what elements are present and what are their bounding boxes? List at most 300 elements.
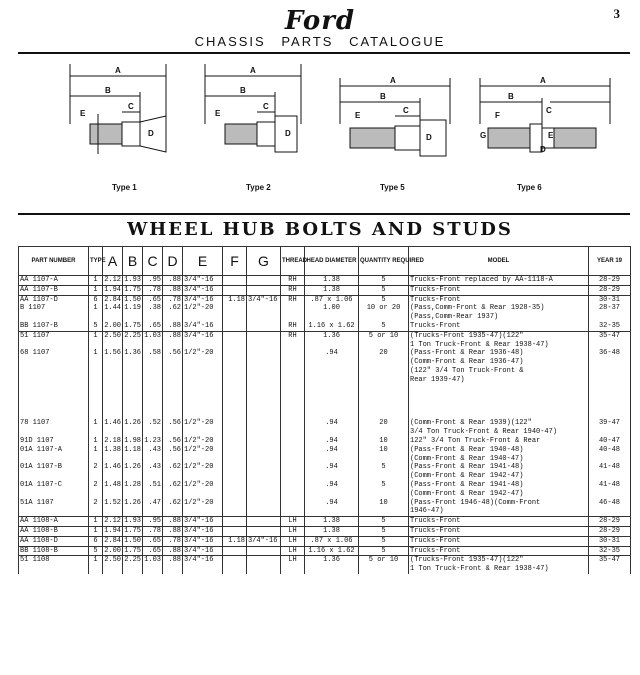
cell-b <box>123 331 143 349</box>
cell-line: AA 1108-D <box>20 536 58 545</box>
cell-line: .62 <box>168 463 181 472</box>
cell-b <box>123 526 143 536</box>
cell-a <box>103 331 123 349</box>
cell-line: 1.28 <box>124 480 141 489</box>
cell-qty <box>359 285 409 295</box>
cell-f <box>223 446 247 464</box>
cell-d <box>163 526 183 536</box>
cell-line: 3/4"-16 <box>184 295 214 304</box>
cell-line: 1.26 <box>124 419 141 428</box>
section-title: WHEEL HUB BOLTS AND STUDS <box>127 219 513 240</box>
cell-d <box>163 331 183 349</box>
cell-line: 1 <box>93 419 98 428</box>
cell-line: .62 <box>168 498 181 507</box>
cell-part <box>19 446 89 464</box>
cell-e <box>183 349 223 419</box>
cell-line: .78 <box>168 536 181 545</box>
col-d: D <box>163 247 183 276</box>
cell-line: (Pass-Front & Rear 1941-48) <box>410 480 524 489</box>
cell-c <box>143 419 163 437</box>
cell-e <box>183 517 223 527</box>
cell-line: .78 <box>148 285 161 294</box>
cell-model <box>409 331 589 349</box>
cell-thread <box>281 499 305 517</box>
cell-d <box>163 322 183 331</box>
cell-part <box>19 437 89 446</box>
cell-thread <box>281 285 305 295</box>
cell-line: 28-29 <box>598 276 620 284</box>
cell-part <box>19 556 89 574</box>
cell-f <box>223 556 247 574</box>
cell-line: 1.46 <box>104 419 121 428</box>
dimension-label-b: B <box>240 86 246 95</box>
dimension-label-a: A <box>115 66 121 75</box>
cell-a <box>103 499 123 517</box>
dimension-label-e: E <box>215 109 221 118</box>
cell-part <box>19 331 89 349</box>
cell-line: 1 <box>93 517 98 526</box>
cell-e <box>183 322 223 331</box>
cell-b <box>123 419 143 437</box>
cell-line: AA 1108-A <box>20 517 58 526</box>
cell-line: 1 <box>93 331 98 340</box>
cell-c <box>143 546 163 556</box>
cell-f <box>223 419 247 437</box>
cell-line: 1.98 <box>124 436 141 445</box>
cell-line: .65 <box>148 321 161 330</box>
cell-model <box>409 437 589 446</box>
type-6-label: Type 6 <box>517 183 542 192</box>
cell-line: 1 <box>93 526 98 535</box>
cell-e <box>183 419 223 437</box>
cell-line: .88 <box>168 276 181 284</box>
cell-a <box>103 419 123 437</box>
cell-line: 41-48 <box>598 480 620 489</box>
cell-line: .88 <box>168 285 181 294</box>
cell-line: 28-29 <box>598 285 620 294</box>
cell-a <box>103 536 123 546</box>
dimension-label-a: A <box>540 76 546 85</box>
cell-line: LH <box>288 536 297 545</box>
cell-line: AA 1107-A <box>20 276 58 284</box>
cell-line: 3/4"-16 <box>184 546 214 555</box>
bolt-diagrams <box>20 54 630 204</box>
cell-d <box>163 481 183 499</box>
col-part-number: PART NUMBER <box>19 247 89 276</box>
table-row <box>19 517 631 527</box>
cell-qty <box>359 295 409 322</box>
cell-line: 32-35 <box>598 546 620 555</box>
cell-line: 2.00 <box>104 321 121 330</box>
cell-line: 3/4"-16 <box>184 276 214 284</box>
cell-model <box>409 446 589 464</box>
cell-line: 1.16 x 1.62 <box>308 546 355 555</box>
cell-model <box>409 536 589 546</box>
cell-d <box>163 419 183 437</box>
cell-line: .94 <box>325 498 338 507</box>
cell-line: .56 <box>168 436 181 445</box>
cell-year <box>589 349 631 419</box>
cell-line: 5 <box>381 321 386 330</box>
cell-thread <box>281 349 305 419</box>
cell-line: 2.84 <box>104 295 121 304</box>
cell-line: 1.18 <box>228 536 245 545</box>
cell-line: 91D 1107 <box>20 436 54 445</box>
cell-g <box>247 446 281 464</box>
cell-line: .62 <box>168 480 181 489</box>
table-row <box>19 499 631 517</box>
cell-a <box>103 526 123 536</box>
cell-g <box>247 536 281 546</box>
cell-line: 10 <box>379 436 388 445</box>
cell-model <box>409 499 589 517</box>
cell-a <box>103 322 123 331</box>
cell-line: 1.26 <box>124 498 141 507</box>
cell-b <box>123 517 143 527</box>
cell-line: 51 1108 <box>20 556 50 565</box>
cell-line: (Trucks-Front 1935-47)(122" <box>410 556 524 565</box>
cell-line: 3/4 Ton Truck-Front & Rear 1940-47) <box>410 428 558 437</box>
cell-e <box>183 446 223 464</box>
cell-line: 3/4"-16 <box>184 321 214 330</box>
cell-line: Trucks-Front <box>410 526 461 535</box>
col-a: A <box>103 247 123 276</box>
cell-c <box>143 499 163 517</box>
cell-head <box>305 446 359 464</box>
cell-qty <box>359 276 409 286</box>
cell-line: (Comm-Front & Rear 1936-47) <box>410 358 524 367</box>
cell-line: 1/2"-20 <box>184 436 214 445</box>
cell-c <box>143 481 163 499</box>
cell-f <box>223 481 247 499</box>
cell-line: (Pass-Front 1946-48)(Comm-Front <box>410 498 541 507</box>
cell-year <box>589 463 631 481</box>
cell-year <box>589 285 631 295</box>
cell-d <box>163 349 183 419</box>
col-model: MODEL <box>409 247 589 276</box>
cell-line: (Comm-Front & Rear 1939)(122" <box>410 419 532 428</box>
cell-year <box>589 517 631 527</box>
col-e: E <box>183 247 223 276</box>
cell-line: 1 Ton Truck-Front & Rear 1938-47) <box>410 565 549 574</box>
cell-g <box>247 295 281 322</box>
table-row <box>19 546 631 556</box>
cell-line: 5 <box>381 463 386 472</box>
cell-model <box>409 517 589 527</box>
cell-line: 10 or 20 <box>366 304 401 313</box>
dimension-label-e: E <box>355 111 361 120</box>
cell-line: 1 <box>93 349 98 358</box>
cell-b <box>123 295 143 322</box>
cell-line: 2.50 <box>104 331 121 340</box>
cell-type <box>89 546 103 556</box>
cell-thread <box>281 481 305 499</box>
cell-line: 2.25 <box>124 556 141 565</box>
cell-head <box>305 322 359 331</box>
cell-model <box>409 556 589 574</box>
cell-line: 3/4"-16 <box>184 556 214 565</box>
cell-b <box>123 546 143 556</box>
cell-part <box>19 285 89 295</box>
table-row <box>19 276 631 286</box>
col-b: B <box>123 247 143 276</box>
dimension-label-a: A <box>390 76 396 85</box>
cell-year <box>589 446 631 464</box>
cell-g <box>247 437 281 446</box>
cell-line: .87 x 1.06 <box>310 295 353 304</box>
cell-line: 3/4"-16 <box>248 295 278 304</box>
cell-a <box>103 546 123 556</box>
cell-part <box>19 276 89 286</box>
cell-g <box>247 419 281 437</box>
cell-type <box>89 276 103 286</box>
cell-b <box>123 349 143 419</box>
cell-type <box>89 322 103 331</box>
cell-e <box>183 437 223 446</box>
cell-line: .95 <box>148 517 161 526</box>
cell-line: .94 <box>325 419 338 428</box>
cell-line: .65 <box>148 546 161 555</box>
cell-qty <box>359 463 409 481</box>
cell-line: 1.50 <box>124 295 141 304</box>
cell-line: (Comm-Front & Rear 1942-47) <box>410 472 524 481</box>
cell-line: 2 <box>93 463 98 472</box>
cell-line: 2.12 <box>104 517 121 526</box>
cell-line: (Pass,Comm-Rear 1937) <box>410 313 499 322</box>
cell-model <box>409 349 589 419</box>
table-body <box>19 276 631 574</box>
cell-c <box>143 446 163 464</box>
cell-line: LH <box>288 526 297 535</box>
cell-d <box>163 536 183 546</box>
table-header-row <box>19 247 631 276</box>
cell-e <box>183 285 223 295</box>
cell-line: 1.38 <box>323 276 340 284</box>
cell-part <box>19 517 89 527</box>
cell-line: 1.94 <box>104 526 121 535</box>
cell-line: .65 <box>148 295 161 304</box>
cell-line: 01A 1107-B <box>20 463 63 472</box>
cell-year <box>589 546 631 556</box>
dimension-label-c: C <box>403 106 409 115</box>
cell-c <box>143 463 163 481</box>
cell-a <box>103 446 123 464</box>
cell-c <box>143 285 163 295</box>
cell-e <box>183 556 223 574</box>
cell-line: (Pass,Comm-Front & Rear 1928-35) <box>410 304 545 313</box>
parts-table <box>18 246 631 574</box>
cell-qty <box>359 331 409 349</box>
cell-model <box>409 546 589 556</box>
cell-head <box>305 331 359 349</box>
table-row <box>19 331 631 349</box>
cell-thread <box>281 536 305 546</box>
cell-line: Trucks-Front <box>410 517 461 526</box>
cell-g <box>247 276 281 286</box>
cell-line: 1.56 <box>104 349 121 358</box>
cell-head <box>305 349 359 419</box>
cell-b <box>123 556 143 574</box>
cell-line: 1.26 <box>124 463 141 472</box>
cell-line: 2.18 <box>104 436 121 445</box>
cell-a <box>103 463 123 481</box>
dimension-label-b: B <box>508 92 514 101</box>
cell-line: (Trucks-Front 1935-47)(122" <box>410 331 524 340</box>
cell-thread <box>281 546 305 556</box>
cell-c <box>143 517 163 527</box>
cell-line: .51 <box>148 480 161 489</box>
cell-line: 1.75 <box>124 285 141 294</box>
table-row <box>19 322 631 331</box>
cell-type <box>89 463 103 481</box>
cell-qty <box>359 481 409 499</box>
cell-line: 1.75 <box>124 546 141 555</box>
cell-head <box>305 517 359 527</box>
cell-type <box>89 331 103 349</box>
cell-line: 32-35 <box>598 321 620 330</box>
table-row <box>19 437 631 446</box>
cell-year <box>589 419 631 437</box>
cell-b <box>123 499 143 517</box>
cell-line: 1.93 <box>124 276 141 284</box>
cell-line: .94 <box>325 463 338 472</box>
cell-line: 10 <box>379 498 388 507</box>
cell-thread <box>281 437 305 446</box>
cell-head <box>305 481 359 499</box>
cell-line: RH <box>288 276 297 284</box>
cell-line: 20 <box>379 419 388 428</box>
cell-line: 122" 3/4 Ton Truck-Front & Rear <box>410 436 541 445</box>
cell-a <box>103 295 123 322</box>
cell-line: .78 <box>148 526 161 535</box>
cell-qty <box>359 499 409 517</box>
cell-e <box>183 331 223 349</box>
cell-line: RH <box>288 295 297 304</box>
cell-qty <box>359 526 409 536</box>
cell-line: AA 1107-B <box>20 285 58 294</box>
cell-f <box>223 322 247 331</box>
type-1-label: Type 1 <box>112 183 137 192</box>
cell-f <box>223 295 247 322</box>
cell-type <box>89 499 103 517</box>
cell-a <box>103 556 123 574</box>
cell-line: 1.93 <box>124 517 141 526</box>
cell-line: 5 <box>381 546 386 555</box>
type-2-label: Type 2 <box>246 183 271 192</box>
cell-line: 51A 1107 <box>20 498 54 507</box>
dimension-label-e: E <box>80 109 86 118</box>
cell-line: 5 <box>381 517 386 526</box>
cell-line: 1.16 x 1.62 <box>308 321 355 330</box>
col-head-diameter: HEAD DIAMETER <box>305 247 359 276</box>
cell-line: .65 <box>148 536 161 545</box>
cell-line: 1/2"-20 <box>184 480 214 489</box>
cell-part <box>19 463 89 481</box>
cell-part <box>19 349 89 419</box>
cell-head <box>305 437 359 446</box>
cell-line: .94 <box>325 480 338 489</box>
cell-line: 1.38 <box>104 445 121 454</box>
cell-line: 1.19 <box>124 304 141 313</box>
cell-type <box>89 437 103 446</box>
cell-line: 20 <box>379 349 388 358</box>
cell-a <box>103 481 123 499</box>
cell-b <box>123 437 143 446</box>
cell-d <box>163 463 183 481</box>
cell-c <box>143 349 163 419</box>
cell-year <box>589 437 631 446</box>
cell-line: 5 or 10 <box>368 331 399 340</box>
cell-a <box>103 517 123 527</box>
cell-line: 78 1107 <box>20 419 50 428</box>
cell-line: .94 <box>325 349 338 358</box>
cell-line: 1 <box>93 445 98 454</box>
cell-part <box>19 481 89 499</box>
cell-line: RH <box>288 285 297 294</box>
table-row <box>19 349 631 419</box>
dimension-label-a: A <box>250 66 256 75</box>
cell-line: .88 <box>168 546 181 555</box>
cell-line: 1/2"-20 <box>184 349 214 358</box>
dimension-label-g: G <box>480 131 487 140</box>
cell-thread <box>281 295 305 322</box>
cell-line: 1.36 <box>323 331 340 340</box>
col-year: YEAR 19 <box>589 247 631 276</box>
cell-line: 1 <box>93 276 98 284</box>
cell-d <box>163 285 183 295</box>
cell-line: Trucks-Front <box>410 285 461 294</box>
cell-model <box>409 526 589 536</box>
cell-type <box>89 481 103 499</box>
cell-line: 5 <box>381 536 386 545</box>
cell-type <box>89 556 103 574</box>
cell-line: (Pass-Front & Rear 1941-48) <box>410 463 524 472</box>
cell-d <box>163 437 183 446</box>
cell-line: 01A 1107-C <box>20 480 63 489</box>
cell-d <box>163 276 183 286</box>
cell-line: (Comm-Front & Rear 1940-47) <box>410 454 524 463</box>
cell-line: LH <box>288 546 297 555</box>
cell-line: 5 <box>381 295 386 304</box>
cell-qty <box>359 437 409 446</box>
cell-thread <box>281 322 305 331</box>
cell-e <box>183 526 223 536</box>
table-row <box>19 419 631 437</box>
cell-g <box>247 331 281 349</box>
cell-line: 3/4"-16 <box>184 536 214 545</box>
cell-line: 3/4"-16 <box>184 517 214 526</box>
page-number: 3 <box>613 6 620 21</box>
cell-line: 01A 1107-A <box>20 445 63 454</box>
cell-line: .62 <box>168 304 181 313</box>
cell-line: 40-47 <box>598 436 620 445</box>
cell-line: Trucks-Front <box>410 546 461 555</box>
cell-type <box>89 446 103 464</box>
cell-model <box>409 419 589 437</box>
cell-e <box>183 276 223 286</box>
cell-e <box>183 546 223 556</box>
cell-line: RH <box>288 321 297 330</box>
cell-c <box>143 536 163 546</box>
cell-line: 5 <box>381 480 386 489</box>
cell-part <box>19 546 89 556</box>
cell-qty <box>359 556 409 574</box>
cell-line: 30-31 <box>598 295 620 304</box>
cell-year <box>589 276 631 286</box>
cell-e <box>183 295 223 322</box>
table-row <box>19 463 631 481</box>
cell-d <box>163 446 183 464</box>
